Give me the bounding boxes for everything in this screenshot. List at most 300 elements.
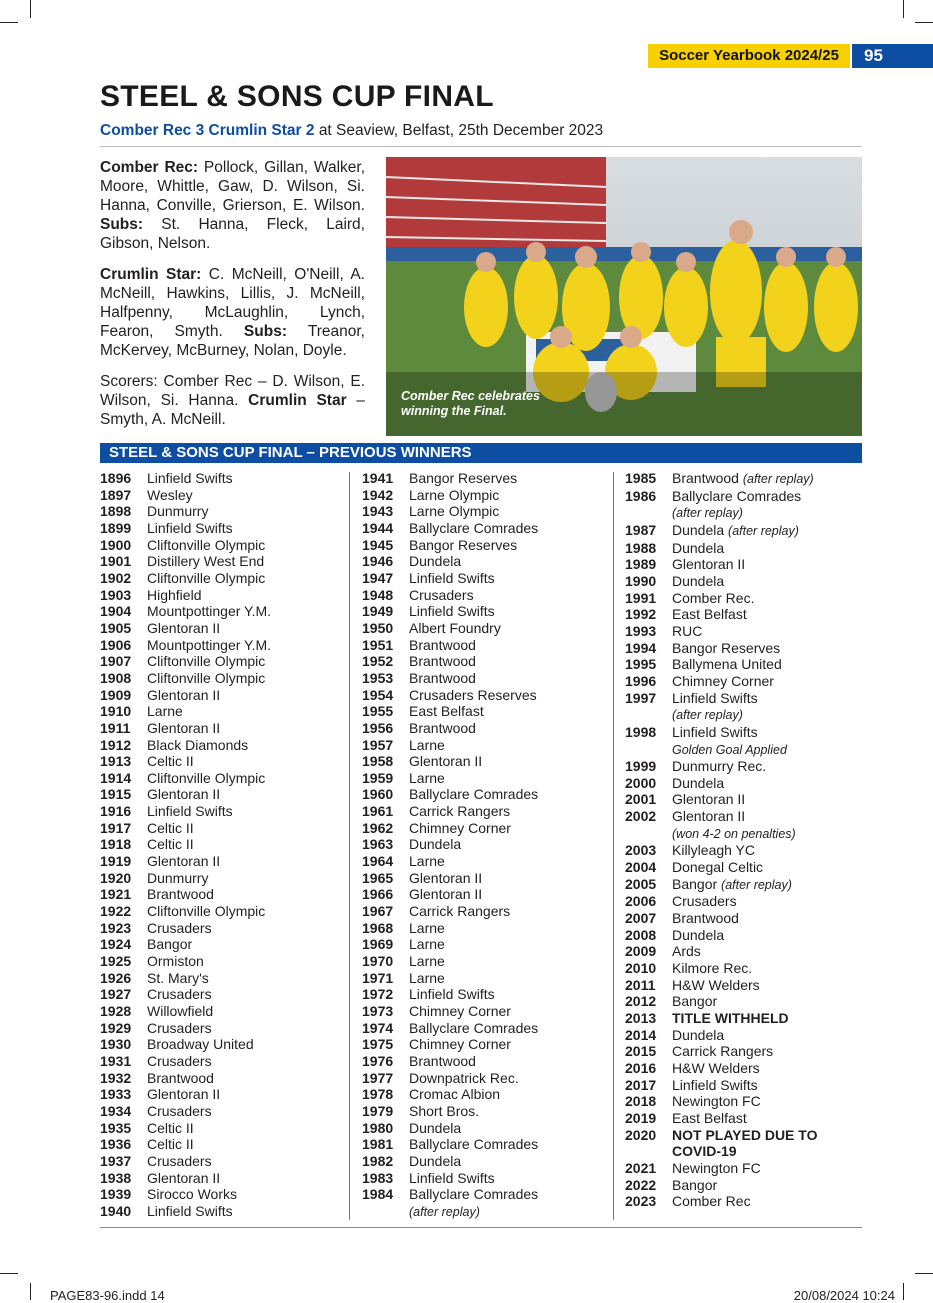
winner-year: 1995	[625, 656, 657, 673]
winner-year: 1927	[100, 986, 132, 1003]
winner-name: Brantwood	[409, 636, 476, 653]
team-label: Crumlin Star:	[100, 266, 202, 283]
winner-row	[362, 803, 538, 820]
winner-row	[625, 556, 817, 573]
winner-name: Chimney Corner	[672, 672, 774, 689]
winner-name: Glentoran II	[409, 886, 483, 903]
page-number: 95	[852, 44, 933, 68]
winner-row	[625, 741, 817, 759]
winner-year: 1965	[362, 869, 394, 886]
winner-row	[100, 653, 271, 670]
winner-row	[100, 1070, 271, 1087]
winner-year: 1999	[625, 758, 657, 775]
winner-year	[625, 706, 672, 724]
winner-row	[100, 603, 271, 620]
winner-row	[362, 603, 538, 620]
winner-row	[100, 870, 271, 887]
winner-name: Larne	[409, 853, 445, 870]
photo-caption	[401, 389, 540, 419]
winner-year: 1975	[362, 1036, 394, 1053]
winner-year: 1899	[100, 519, 132, 536]
winner-name: Crusaders	[147, 986, 212, 1003]
winner-name: East Belfast	[672, 606, 747, 623]
column-divider	[349, 472, 350, 1220]
file-timestamp: 20/08/2024 10:24	[793, 1288, 895, 1303]
winner-row	[625, 1060, 817, 1077]
winner-year: 1970	[362, 953, 394, 970]
winner-name: Ballyclare Comrades	[409, 1136, 539, 1153]
winner-year: 2015	[625, 1043, 657, 1060]
winner-row	[362, 1120, 538, 1137]
winner-year: 1998	[625, 723, 657, 740]
winner-name: Glentoran II	[409, 869, 483, 886]
winner-row	[100, 920, 271, 937]
winner-name: Bangor Reserves	[409, 470, 518, 486]
winner-row	[100, 1153, 271, 1170]
winner-row	[100, 487, 271, 504]
winner-year: 1898	[100, 503, 132, 520]
winner-name: Crusaders	[672, 893, 737, 910]
winner-year: 1949	[362, 603, 394, 620]
winners-column	[362, 470, 538, 1221]
winner-year: 1921	[100, 886, 132, 903]
winner-year: 1943	[362, 503, 394, 520]
winner-name: Killyleagh YC	[672, 842, 756, 859]
winner-name: Glentoran II	[147, 1086, 221, 1103]
winner-name: Linfield Swifts	[147, 1202, 233, 1219]
winner-row	[100, 1086, 271, 1103]
winner-year: 2014	[625, 1026, 657, 1043]
winner-year: 1902	[100, 569, 132, 586]
winner-name: Cliftonville Olympic	[147, 769, 266, 786]
winner-name: Brantwood (after replay)	[672, 470, 814, 486]
winner-name: Bangor	[672, 1176, 718, 1193]
winner-name: Ballymena United	[672, 656, 782, 673]
winner-name: Short Bros.	[409, 1102, 480, 1119]
winner-year: 1945	[362, 536, 394, 553]
winner-row	[100, 503, 271, 520]
winner-row	[100, 820, 271, 837]
winner-name: Broadway United	[147, 1036, 254, 1053]
winner-year: 2011	[625, 976, 656, 993]
winner-year: 1928	[100, 1003, 132, 1019]
winner-year: 1930	[100, 1036, 132, 1053]
winner-name: Celtic II	[147, 836, 194, 853]
winner-year: 1939	[100, 1186, 132, 1203]
winner-name: H&W Welders	[672, 1059, 760, 1076]
winner-name: Dundela	[672, 572, 725, 589]
winner-name: Bangor Reserves	[409, 536, 518, 553]
crop-mark	[903, 1283, 904, 1300]
divider	[100, 1227, 862, 1228]
winner-year: 1979	[362, 1102, 394, 1119]
winner-year: 2016	[625, 1059, 657, 1076]
winner-name: Dunmurry Rec.	[672, 758, 767, 775]
winner-year: 2007	[625, 910, 657, 927]
winner-name: East Belfast	[672, 1109, 747, 1126]
winner-row	[625, 573, 817, 590]
winner-name: Glentoran II	[672, 791, 746, 808]
winner-row	[362, 920, 538, 937]
winner-year: 1988	[625, 539, 657, 556]
winner-row	[625, 673, 817, 690]
winner-row	[362, 1136, 538, 1153]
winner-year: 1990	[625, 572, 657, 589]
crop-mark	[0, 1273, 18, 1274]
winner-name: Dundela (after replay)	[672, 521, 799, 538]
winner-name: Comber Rec.	[672, 589, 755, 606]
winner-name: Glentoran II	[409, 753, 483, 770]
winners-column	[625, 470, 817, 1210]
winner-name: Highfield	[147, 586, 202, 603]
winner-name: Cliftonville Olympic	[147, 653, 266, 670]
winner-name: Ballyclare Comrades	[409, 1186, 539, 1203]
winner-year: 1984	[362, 1186, 394, 1203]
winner-row	[625, 1093, 817, 1110]
winner-name: Celtic II	[147, 753, 194, 770]
winner-row	[362, 553, 538, 570]
winner-year: 1911	[100, 719, 131, 736]
winner-row	[100, 670, 271, 687]
winner-row	[362, 570, 538, 587]
winner-year	[625, 825, 672, 843]
winner-row	[625, 775, 817, 792]
winner-name: Carrick Rangers	[672, 1043, 774, 1060]
winner-name: Linfield Swifts	[409, 986, 495, 1003]
winner-name: Golden Goal Applied	[672, 742, 787, 757]
winner-name: Glentoran II	[672, 556, 746, 573]
winner-name: Distillery West End	[147, 553, 265, 570]
winner-row	[100, 703, 271, 720]
winner-name: Linfield Swifts	[672, 689, 758, 706]
winner-name: Cliftonville Olympic	[147, 569, 266, 586]
winner-row	[100, 786, 271, 803]
winner-row	[625, 690, 817, 707]
crop-mark	[915, 1273, 933, 1274]
winner-row	[100, 470, 271, 487]
winner-name: Donegal Celtic	[672, 859, 764, 876]
winner-name: Bangor	[672, 993, 718, 1010]
yearbook-label: Soccer Yearbook 2024/25	[648, 44, 850, 68]
winner-name: Dundela	[409, 1119, 462, 1136]
winner-row	[362, 687, 538, 704]
winner-year: 2009	[625, 943, 657, 960]
winner-year: 2006	[625, 893, 657, 910]
winner-row	[362, 503, 538, 520]
winner-row	[362, 1170, 538, 1187]
winner-row	[362, 753, 538, 770]
winner-name: Crusaders	[147, 1052, 212, 1069]
winner-row	[625, 859, 817, 876]
winner-year: 1989	[625, 556, 657, 573]
winner-row	[100, 1186, 271, 1203]
winner-row	[625, 606, 817, 623]
lineups	[100, 158, 365, 441]
page-header	[648, 44, 933, 68]
winner-name: Cliftonville Olympic	[147, 903, 266, 920]
winner-row	[362, 886, 538, 903]
winner-row	[625, 623, 817, 640]
winner-row	[625, 960, 817, 977]
winner-name: Linfield Swifts	[672, 1076, 758, 1093]
winner-row	[100, 1136, 271, 1153]
winner-row	[362, 720, 538, 737]
winner-year: 1950	[362, 619, 394, 636]
winner-row	[625, 876, 817, 894]
winner-name: H&W Welders	[672, 976, 760, 993]
winner-name: RUC	[672, 622, 703, 639]
winner-year: 1948	[362, 586, 394, 603]
subs: St. Hanna, Fleck, Laird, Gibson, Nelson.	[100, 216, 365, 252]
winner-row	[362, 1003, 538, 1020]
winner-row	[100, 953, 271, 970]
winner-year: 1974	[362, 1019, 394, 1036]
winner-year: 1955	[362, 703, 394, 720]
winner-year: 2002	[625, 808, 657, 825]
winner-year: 1982	[362, 1152, 394, 1169]
winner-name: Kilmore Rec.	[672, 960, 753, 977]
winner-row	[100, 803, 271, 820]
winner-year: 1919	[100, 853, 132, 870]
winner-year: 1908	[100, 669, 132, 686]
winner-name: Ballyclare Comrades	[409, 519, 539, 536]
winner-row	[625, 1010, 817, 1027]
winner-year: 1922	[100, 903, 132, 920]
winner-row	[100, 1003, 271, 1020]
winner-year: 1952	[362, 653, 394, 670]
winner-name: Linfield Swifts	[147, 803, 233, 820]
winner-year	[625, 504, 672, 522]
winner-row	[625, 825, 817, 843]
winner-year: 1961	[362, 803, 394, 820]
winner-name: (after replay)	[409, 1204, 480, 1219]
winner-year: 2018	[625, 1093, 657, 1110]
winner-row	[625, 943, 817, 960]
winner-row	[625, 1160, 817, 1177]
winner-name: NOT PLAYED DUE TO	[672, 1126, 818, 1143]
winner-row	[100, 1120, 271, 1137]
winner-year: 1980	[362, 1119, 394, 1136]
winner-year: 2019	[625, 1109, 657, 1126]
winner-year: 1926	[100, 969, 132, 986]
winner-row	[362, 1020, 538, 1037]
winner-year: 2022	[625, 1176, 657, 1193]
winner-year: 2012	[625, 993, 657, 1010]
winner-name: Larne Olympic	[409, 503, 500, 520]
winner-name: Dundela	[672, 539, 725, 556]
winner-row	[100, 537, 271, 554]
winner-year: 1936	[100, 1136, 132, 1153]
winner-name: (after replay)	[672, 708, 743, 723]
winner-year: 1959	[362, 769, 394, 786]
winner-name: Black Diamonds	[147, 736, 249, 753]
winner-year: 1907	[100, 653, 132, 670]
winner-year: 1962	[362, 819, 394, 836]
away-team-score: Crumlin Star 2	[208, 122, 315, 139]
winner-row	[625, 808, 817, 825]
winner-name: Bangor	[147, 936, 193, 953]
winner-row	[625, 791, 817, 808]
scorers	[100, 372, 365, 429]
winner-year: 1978	[362, 1086, 394, 1103]
section-heading: STEEL & SONS CUP FINAL – PREVIOUS WINNERS	[100, 443, 862, 463]
winner-name: Brantwood	[409, 653, 476, 670]
winner-year: 1934	[100, 1102, 132, 1119]
winner-name: Crusaders	[147, 1152, 212, 1169]
winner-name: East Belfast	[409, 703, 484, 720]
winner-name: Brantwood	[147, 886, 214, 903]
winner-name: Glentoran II	[147, 619, 221, 636]
winner-row	[362, 1070, 538, 1087]
winner-row	[100, 1036, 271, 1053]
winner-year: 2010	[625, 960, 657, 977]
winner-row	[362, 820, 538, 837]
winner-name: Newington FC	[672, 1159, 761, 1176]
winner-year: 1929	[100, 1019, 132, 1036]
winner-name: Bangor Reserves	[672, 639, 781, 656]
winner-row	[362, 620, 538, 637]
winner-year: 2021	[625, 1159, 657, 1176]
winner-name: Ards	[672, 943, 701, 960]
winner-row	[625, 893, 817, 910]
winner-row	[362, 470, 538, 487]
winner-name: Carrick Rangers	[409, 803, 511, 820]
winner-row	[100, 770, 271, 787]
winner-year: 1991	[625, 589, 657, 606]
winner-name: Cliftonville Olympic	[147, 669, 266, 686]
winner-row	[625, 927, 817, 944]
winner-year: 1983	[362, 1169, 394, 1186]
winner-year: 1910	[100, 703, 132, 720]
winner-year: 1923	[100, 919, 132, 936]
winner-name: Cromac Albion	[409, 1086, 501, 1103]
winner-year	[625, 741, 672, 759]
winner-year: 2004	[625, 859, 657, 876]
winner-name: Linfield Swifts	[409, 1169, 495, 1186]
caption-line: Comber Rec celebrates	[401, 389, 540, 403]
winner-name: Dundela	[409, 553, 462, 570]
winner-row	[100, 886, 271, 903]
winner-row	[625, 640, 817, 657]
team-label: Comber Rec:	[100, 159, 199, 176]
winner-name: Crusaders	[147, 1019, 212, 1036]
winner-year: 1954	[362, 686, 394, 703]
winner-row	[625, 1177, 817, 1194]
winner-year: 1967	[362, 903, 394, 920]
crumlin-scorers: – Smyth, A. McNeill.	[100, 392, 365, 428]
winner-year: 1993	[625, 622, 657, 639]
winner-name: Wesley	[147, 486, 193, 503]
winner-year: 1968	[362, 919, 394, 936]
winner-row	[625, 993, 817, 1010]
winner-year: 2023	[625, 1193, 657, 1210]
match-result	[100, 122, 603, 140]
winner-year: 1925	[100, 953, 132, 970]
winner-name: (won 4-2 on penalties)	[672, 826, 796, 841]
winner-row	[100, 737, 271, 754]
winner-year: 1963	[362, 836, 394, 853]
crop-mark	[903, 0, 904, 18]
winner-name: (after replay)	[672, 506, 743, 521]
winner-name: Glentoran II	[147, 686, 221, 703]
winner-row	[362, 1203, 538, 1221]
winner-row	[362, 1153, 538, 1170]
crumlin-lineup	[100, 265, 365, 360]
winner-name: Glentoran II	[147, 853, 221, 870]
winner-year: 1976	[362, 1052, 394, 1069]
winner-year: 1997	[625, 689, 657, 706]
winner-name: Larne Olympic	[409, 486, 500, 503]
winner-row	[100, 753, 271, 770]
winner-year: 1971	[362, 969, 394, 986]
winner-row	[362, 1186, 538, 1203]
winner-year: 1956	[362, 719, 394, 736]
winner-year: 1924	[100, 936, 132, 953]
column-divider	[613, 472, 614, 1220]
winner-row	[362, 953, 538, 970]
winner-row	[100, 936, 271, 953]
crop-mark	[30, 0, 31, 18]
winner-name: Mountpottinger Y.M.	[147, 603, 272, 620]
winner-row	[362, 1036, 538, 1053]
winner-row	[100, 720, 271, 737]
winner-year: 1914	[100, 769, 132, 786]
winner-year: 1958	[362, 753, 394, 770]
winner-name: Larne	[409, 953, 445, 970]
crumlin-label: Crumlin Star	[248, 392, 347, 409]
winner-name: Larne	[147, 703, 183, 720]
crop-mark	[30, 1283, 31, 1300]
winner-year: 1937	[100, 1152, 132, 1169]
winner-year: 1918	[100, 836, 132, 853]
winner-row	[362, 836, 538, 853]
winner-name: Sirocco Works	[147, 1186, 237, 1203]
winner-year: 2017	[625, 1076, 657, 1093]
winner-name: Larne	[409, 919, 445, 936]
winner-row	[100, 1053, 271, 1070]
winner-name: Brantwood	[409, 1052, 476, 1069]
winner-name: Glentoran II	[672, 808, 746, 825]
winner-row	[625, 488, 817, 505]
winner-name: Dunmurry	[147, 869, 209, 886]
winner-year: 1972	[362, 986, 394, 1003]
winner-name: Newington FC	[672, 1093, 761, 1110]
winner-year: 1969	[362, 936, 394, 953]
winner-year	[625, 1143, 672, 1160]
winner-row	[100, 520, 271, 537]
winner-row	[362, 903, 538, 920]
winner-row	[100, 570, 271, 587]
winner-row	[100, 620, 271, 637]
winner-row	[362, 670, 538, 687]
players: C. McNeill, O'Neill, A. McNeill, Hawkins, Lillis, J. McNeill, Halfpenny, McLaughlin, Lynch, Fearon, Smyth.	[100, 266, 365, 340]
winner-row	[625, 706, 817, 724]
winner-year: 1935	[100, 1119, 132, 1136]
page-title: STEEL & SONS CUP FINAL	[100, 80, 494, 113]
winner-year: 1904	[100, 603, 132, 620]
winner-year: 1946	[362, 553, 394, 570]
winner-name: Cliftonville Olympic	[147, 536, 266, 553]
winner-name: Glentoran II	[147, 1169, 221, 1186]
winner-year: 1947	[362, 569, 394, 586]
winner-name: Brantwood	[672, 910, 739, 927]
winner-row	[625, 656, 817, 673]
winner-year: 1903	[100, 586, 132, 603]
winner-name: Celtic II	[147, 1119, 194, 1136]
winner-name: Ballyclare Comrades	[672, 487, 802, 504]
winner-year: 1931	[100, 1052, 132, 1069]
winner-year: 1953	[362, 669, 394, 686]
